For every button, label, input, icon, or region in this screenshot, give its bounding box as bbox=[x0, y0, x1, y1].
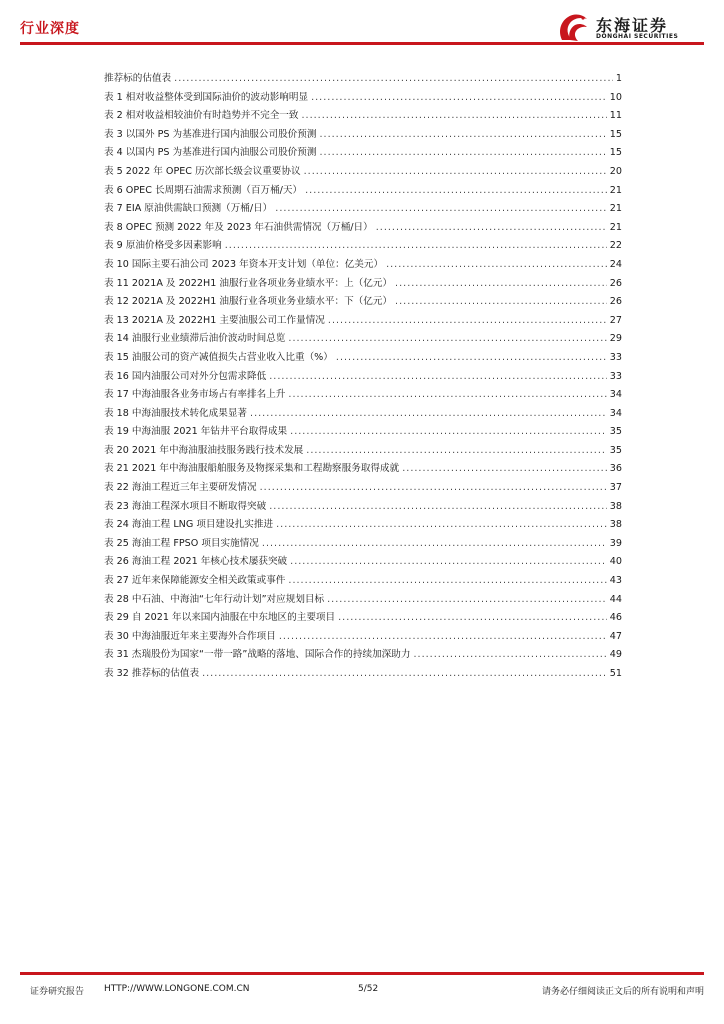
toc-entry-title: 表 28 中石油、中海油“七年行动计划”对应规划目标 bbox=[104, 593, 325, 605]
report-category: 行业深度 bbox=[20, 21, 80, 37]
dragon-logo-icon bbox=[556, 10, 592, 44]
toc-entry[interactable] bbox=[104, 293, 622, 312]
toc-entry-page: 43 bbox=[609, 575, 622, 587]
toc-entry-title: 表 4 以国内 PS 为基准进行国内油服公司股价预测 bbox=[104, 147, 317, 159]
toc-leader-dots bbox=[327, 594, 607, 605]
toc-leader-dots bbox=[395, 296, 607, 307]
toc-entry[interactable] bbox=[104, 591, 622, 610]
toc-entry-title: 表 8 OPEC 预测 2022 年及 2023 年石油供需情况（万桶/日） bbox=[104, 221, 373, 233]
toc-leader-dots bbox=[262, 538, 607, 549]
toc-entry[interactable] bbox=[104, 182, 622, 201]
toc-entry[interactable] bbox=[104, 516, 622, 535]
toc-entry-page: 34 bbox=[609, 389, 622, 401]
toc-leader-dots bbox=[328, 315, 607, 326]
toc-entry-page: 11 bbox=[609, 110, 622, 122]
toc-entry[interactable] bbox=[104, 107, 622, 126]
toc-leader-dots bbox=[288, 575, 606, 586]
toc-leader-dots bbox=[275, 203, 607, 214]
toc-leader-dots bbox=[319, 129, 606, 140]
footer-website-link[interactable]: HTTP://WWW.LONGONE.COM.CN bbox=[104, 984, 250, 994]
toc-entry[interactable] bbox=[104, 349, 622, 368]
toc-entry[interactable] bbox=[104, 423, 622, 442]
toc-entry[interactable] bbox=[104, 163, 622, 182]
toc-leader-dots bbox=[386, 259, 607, 270]
toc-leader-dots bbox=[338, 612, 607, 623]
toc-entry-page: 20 bbox=[609, 165, 622, 177]
toc-entry-page: 26 bbox=[609, 277, 622, 289]
toc-leader-dots bbox=[202, 668, 607, 679]
toc-entry[interactable] bbox=[104, 479, 622, 498]
toc-leader-dots bbox=[269, 371, 607, 382]
toc-entry-page: 38 bbox=[609, 519, 622, 531]
toc-leader-dots bbox=[306, 445, 607, 456]
toc-entry-title: 表 32 推荐标的估值表 bbox=[104, 668, 200, 679]
logo-english-name: DONGHAI SECURITIES bbox=[596, 33, 679, 40]
toc-entry-title: 表 13 2021A 及 2022H1 主要油服公司工作量情况 bbox=[104, 314, 325, 326]
toc-entry-title: 表 7 EIA 原油供需缺口预测（万桶/日） bbox=[104, 203, 273, 215]
toc-entry-title: 表 1 相对收益整体受到国际油价的波动影响明显 bbox=[104, 91, 309, 103]
toc-leader-dots bbox=[402, 463, 607, 474]
toc-entry-title: 表 24 海油工程 LNG 项目建设扎实推进 bbox=[104, 519, 274, 531]
toc-entry[interactable] bbox=[104, 200, 622, 219]
toc-entry-title: 表 17 中海油服各业务市场占有率排名上升 bbox=[104, 389, 286, 401]
toc-entry[interactable] bbox=[104, 89, 622, 108]
toc-entry[interactable] bbox=[104, 386, 622, 405]
toc-leader-dots bbox=[276, 519, 607, 530]
toc-entry-title: 表 11 2021A 及 2022H1 油服行业各项业务业绩水平：上（亿元） bbox=[104, 277, 393, 289]
header-divider bbox=[20, 42, 704, 45]
toc-entry-title: 表 18 中海油服技术转化成果显著 bbox=[104, 407, 248, 419]
toc-entry-page: 22 bbox=[609, 240, 622, 252]
toc-entry-title: 表 31 杰瑞股份为国家“一带一路”战略的落地、国际合作的持续加深助力 bbox=[104, 649, 411, 661]
donghai-logo bbox=[556, 10, 706, 44]
toc-leader-dots bbox=[376, 222, 607, 233]
toc-entry[interactable] bbox=[104, 628, 622, 647]
toc-entry[interactable] bbox=[104, 498, 622, 517]
toc-entry-page: 38 bbox=[609, 500, 622, 512]
toc-leader-dots bbox=[290, 426, 607, 437]
toc-leader-dots bbox=[301, 110, 606, 121]
toc-entry-title: 表 23 海油工程深水项目不断取得突破 bbox=[104, 500, 267, 512]
toc-entry-page: 29 bbox=[609, 333, 622, 345]
toc-leader-dots bbox=[260, 482, 607, 493]
toc-entry-title: 表 15 油服公司的资产减值损失占营业收入比重（%） bbox=[104, 351, 333, 363]
toc-entry-title: 表 16 国内油服公司对外分包需求降低 bbox=[104, 370, 267, 382]
toc-entry-title: 表 12 2021A 及 2022H1 油服行业各项业务业绩水平：下（亿元） bbox=[104, 296, 393, 308]
table-of-contents bbox=[104, 70, 622, 684]
toc-leader-dots bbox=[225, 240, 607, 251]
toc-entry-title: 表 29 自 2021 年以来国内油服在中东地区的主要项目 bbox=[104, 612, 336, 624]
toc-entry-title: 表 26 海油工程 2021 年核心技术屡获突破 bbox=[104, 556, 288, 568]
toc-entry-page: 46 bbox=[609, 612, 622, 624]
toc-entry-page: 34 bbox=[609, 407, 622, 419]
toc-entry[interactable] bbox=[104, 442, 622, 461]
toc-entry[interactable] bbox=[104, 405, 622, 424]
toc-entry[interactable] bbox=[104, 237, 622, 256]
toc-leader-dots bbox=[336, 352, 607, 363]
toc-entry-page: 21 bbox=[609, 184, 622, 196]
toc-entry-title: 表 5 2022 年 OPEC 历次部长级会议重要协议 bbox=[104, 165, 301, 177]
toc-entry-title: 表 30 中海油服近年来主要海外合作项目 bbox=[104, 630, 276, 642]
toc-entry-page: 51 bbox=[609, 668, 622, 679]
toc-entry-page: 49 bbox=[609, 649, 622, 661]
toc-leader-dots bbox=[250, 408, 607, 419]
toc-entry-page: 33 bbox=[609, 370, 622, 382]
toc-entry-title: 表 25 海油工程 FPSO 项目实施情况 bbox=[104, 537, 259, 549]
toc-entry[interactable] bbox=[104, 535, 622, 554]
toc-entry-page: 44 bbox=[609, 593, 622, 605]
toc-entry[interactable] bbox=[104, 609, 622, 628]
toc-entry[interactable] bbox=[104, 256, 622, 275]
toc-entry[interactable] bbox=[104, 553, 622, 572]
toc-leader-dots bbox=[288, 333, 606, 344]
toc-entry[interactable] bbox=[104, 219, 622, 238]
toc-entry-page: 33 bbox=[609, 351, 622, 363]
toc-leader-dots bbox=[269, 501, 607, 512]
toc-entry-page: 24 bbox=[609, 258, 622, 270]
toc-entry-title: 表 10 国际主要石油公司 2023 年资本开支计划（单位：亿美元） bbox=[104, 258, 384, 270]
toc-leader-dots bbox=[279, 631, 607, 642]
toc-entry-page: 37 bbox=[609, 482, 622, 494]
toc-leader-dots bbox=[413, 649, 606, 660]
toc-entry-page: 1 bbox=[615, 73, 622, 84]
toc-entry[interactable] bbox=[104, 646, 622, 665]
toc-entry-page: 35 bbox=[609, 426, 622, 438]
footer-report-type: 证券研究报告 bbox=[30, 987, 85, 997]
toc-entry[interactable] bbox=[104, 275, 622, 294]
toc-entry-title: 表 9 原油价格受多因素影响 bbox=[104, 240, 222, 252]
toc-entry-title: 表 6 OPEC 长周期石油需求预测（百万桶/天） bbox=[104, 184, 303, 196]
toc-entry-title: 表 2 相对收益相较油价有时趋势并不完全一致 bbox=[104, 110, 299, 122]
toc-entry-page: 15 bbox=[609, 128, 622, 140]
toc-entry-title: 表 19 中海油服 2021 年钻井平台取得成果 bbox=[104, 426, 288, 438]
toc-entry-title: 表 20 2021 年中海油服油技服务践行技术发展 bbox=[104, 444, 304, 456]
toc-entry-page: 40 bbox=[609, 556, 622, 568]
toc-entry-title: 表 14 油服行业业绩滞后油价波动时间总览 bbox=[104, 333, 286, 345]
toc-entry-page: 10 bbox=[609, 91, 622, 103]
footer-page-number: 5/52 bbox=[358, 984, 379, 994]
toc-entry-title: 表 27 近年来保障能源安全相关政策或事件 bbox=[104, 575, 286, 587]
toc-entry[interactable] bbox=[104, 572, 622, 591]
toc-entry[interactable] bbox=[104, 312, 622, 331]
toc-entry[interactable] bbox=[104, 70, 622, 89]
toc-entry-title: 表 3 以国外 PS 为基准进行国内油服公司股价预测 bbox=[104, 128, 317, 140]
toc-entry[interactable] bbox=[104, 665, 622, 684]
toc-entry-page: 36 bbox=[609, 463, 622, 475]
toc-entry-title: 推荐标的估值表 bbox=[104, 73, 172, 84]
toc-entry-page: 27 bbox=[609, 314, 622, 326]
toc-entry[interactable] bbox=[104, 144, 622, 163]
toc-entry[interactable] bbox=[104, 126, 622, 145]
toc-entry-page: 15 bbox=[609, 147, 622, 159]
toc-leader-dots bbox=[174, 73, 613, 84]
toc-leader-dots bbox=[290, 556, 607, 567]
toc-entry-title: 表 21 2021 年中海油服船舶服务及物探采集和工程勘察服务取得成就 bbox=[104, 463, 400, 475]
toc-entry[interactable] bbox=[104, 330, 622, 349]
toc-leader-dots bbox=[395, 278, 607, 289]
toc-entry-page: 21 bbox=[609, 221, 622, 233]
footer-divider bbox=[20, 972, 704, 975]
toc-entry-page: 35 bbox=[609, 444, 622, 456]
toc-leader-dots bbox=[288, 389, 606, 400]
toc-entry[interactable] bbox=[104, 368, 622, 387]
toc-entry-page: 26 bbox=[609, 296, 622, 308]
toc-entry-page: 21 bbox=[609, 203, 622, 215]
footer-disclaimer: 请务必仔细阅读正文后的所有说明和声明 bbox=[541, 987, 704, 997]
toc-entry-page: 47 bbox=[609, 630, 622, 642]
toc-leader-dots bbox=[305, 185, 607, 196]
toc-entry-page: 39 bbox=[609, 537, 622, 549]
toc-entry-title: 表 22 海油工程近三年主要研发情况 bbox=[104, 482, 257, 494]
logo-chinese-name: 东海证券 bbox=[596, 16, 669, 35]
toc-leader-dots bbox=[304, 166, 607, 177]
toc-entry[interactable] bbox=[104, 460, 622, 479]
toc-leader-dots bbox=[311, 92, 607, 103]
toc-leader-dots bbox=[319, 147, 606, 158]
